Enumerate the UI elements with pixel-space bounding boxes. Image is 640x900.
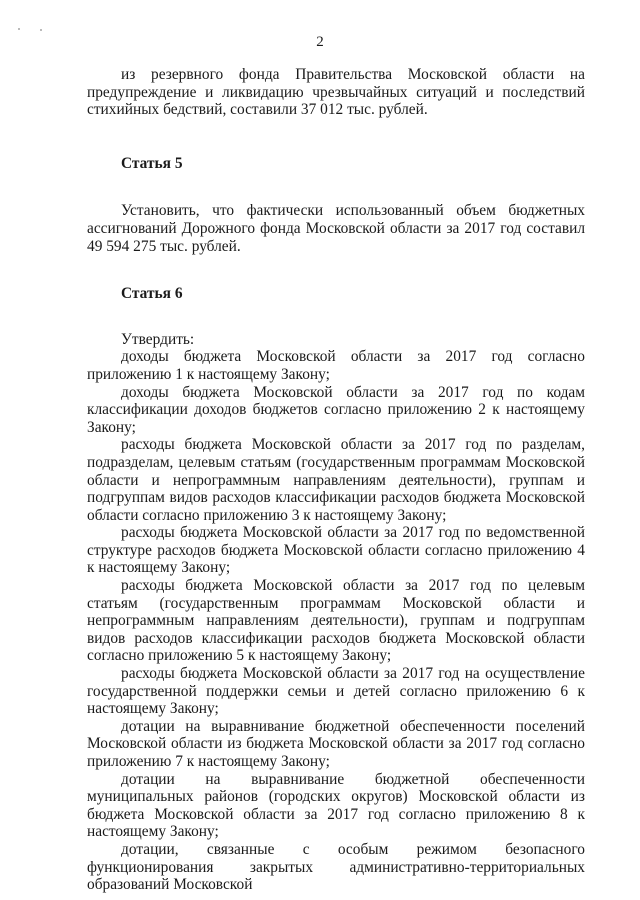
article-6-item: расходы бюджета Московской области за 2017 год по разделам, подразделам, целевым статьям (государственным программам Московской области и непрограммным направлениям деятельности), группам и подгруппам видов расходов классификации расходов бюджета Московской области согласно приложению 3 к настоящему Закону; [87,436,585,524]
article-6-item: дотации на выравнивание бюджетной обеспеченности поселений Московской области из бюджета Московской области за 2017 год согласно приложению 7 к настоящему Закону; [87,717,585,770]
spacer [87,303,585,331]
article-6-item: расходы бюджета Московской области за 2017 год на осуществление государственной поддержки семьи и детей согласно приложению 6 к настоящему Закону; [87,665,585,718]
article-6-item: расходы бюджета Московской области за 2017 год по ведомственной структуре расходов бюджета Московской области согласно приложению 4 к настоящему Закону; [87,524,585,577]
article-6-item: расходы бюджета Московской области за 2017 год по целевым статьям (государственным программам Московской области и непрограммным направлениям деятельности), группам и подгруппам видов расходов классификации расходов бюджета Московской области согласно приложению 5 к настоящему Закону; [87,577,585,665]
page-number: 2 [316,34,324,50]
spacer [87,172,585,202]
scan-artifact [18,28,48,32]
article-5-text: Установить, что фактически использованный объем бюджетных ассигнований Дорожного фонда Московской области за 2017 год составил 49 594 275 тыс. рублей. [87,202,585,255]
spacer [87,255,585,285]
article-6-item: дотации, связанные с особым режимом безопасного функционирования закрытых административно-территориальных образований Московской [87,840,585,894]
article-6-item: доходы бюджета Московской области за 2017 год по кодам классификации доходов бюджетов согласно приложению 2 к настоящему Закону; [87,383,585,436]
article-6-lead: Утвердить: [121,330,195,348]
document-body [87,66,585,894]
article-5-heading: Статья 5 [121,154,183,172]
article-6-heading: Статья 6 [121,285,183,303]
article-6-item: дотации на выравнивание бюджетной обеспеченности муниципальных районов (городских округов) Московской области из бюджета Московской области за 2017 год согласно приложению 8 к настоящему Закону; [87,770,585,841]
intro-paragraph: из резервного фонда Правительства Московской области на предупреждение и ликвидацию чрезвычайных ситуаций и последствий стихийных бедствий, составили 37 012 тыс. рублей. [87,66,585,119]
article-6-item: доходы бюджета Московской области за 2017 год согласно приложению 1 к настоящему Закону; [87,348,585,383]
spacer [87,119,585,155]
